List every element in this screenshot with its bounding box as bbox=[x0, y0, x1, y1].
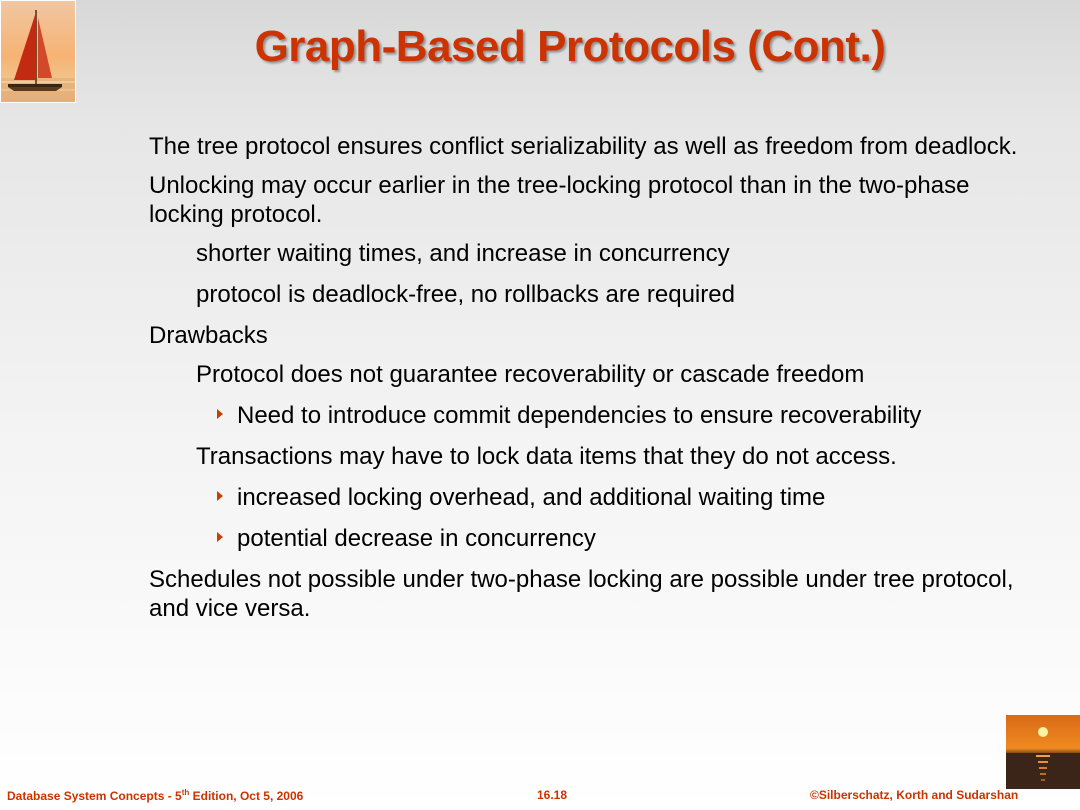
subsub-item-3 bbox=[217, 524, 1029, 553]
subsub-item-3-text: potential decrease in concurrency bbox=[237, 525, 596, 552]
sunset-icon bbox=[1006, 715, 1080, 789]
subsub-item-1-text: Need to introduce commit dependencies to ensure recoverability bbox=[237, 402, 922, 429]
subsub-item-1 bbox=[217, 401, 1029, 430]
sailboat-icon bbox=[0, 0, 76, 103]
footer-edition-date: Edition, Oct 5, 2006 bbox=[189, 789, 304, 803]
sub-item-3: Protocol does not guarantee recoverability or cascade freedom bbox=[196, 361, 865, 388]
footer-slide-number: 16.18 bbox=[537, 788, 568, 802]
sub-item-1: shorter waiting times, and increase in concurrency bbox=[196, 240, 730, 267]
footer-left bbox=[7, 788, 303, 803]
body-para-3: Drawbacks bbox=[149, 322, 268, 349]
footer-book-title: Database System Concepts - 5 bbox=[7, 789, 182, 803]
body-para-4: Schedules not possible under two-phase locking are possible under tree protocol, and vice versa. bbox=[149, 566, 1014, 622]
sub-item-4: Transactions may have to lock data items that they do not access. bbox=[196, 443, 897, 470]
subsub-item-2-text: increased locking overhead, and additional waiting time bbox=[237, 484, 826, 511]
footer-copyright: ©Silberschatz, Korth and Sudarshan bbox=[810, 788, 1019, 802]
bullet-arrow-icon bbox=[217, 491, 223, 501]
slide-title: Graph-Based Protocols (Cont.) bbox=[254, 22, 886, 71]
footer-edition-sup: th bbox=[181, 788, 190, 797]
slide-body bbox=[149, 132, 1029, 633]
sub-item-2: protocol is deadlock-free, no rollbacks are required bbox=[196, 281, 735, 308]
bullet-arrow-icon bbox=[217, 409, 223, 419]
body-para-2: Unlocking may occur earlier in the tree-locking protocol than in the two-phase locking protocol. bbox=[149, 172, 970, 228]
body-para-1: The tree protocol ensures conflict serializability as well as freedom from deadlock. bbox=[149, 133, 1018, 160]
bullet-arrow-icon bbox=[217, 532, 223, 542]
subsub-item-2 bbox=[217, 483, 1029, 512]
